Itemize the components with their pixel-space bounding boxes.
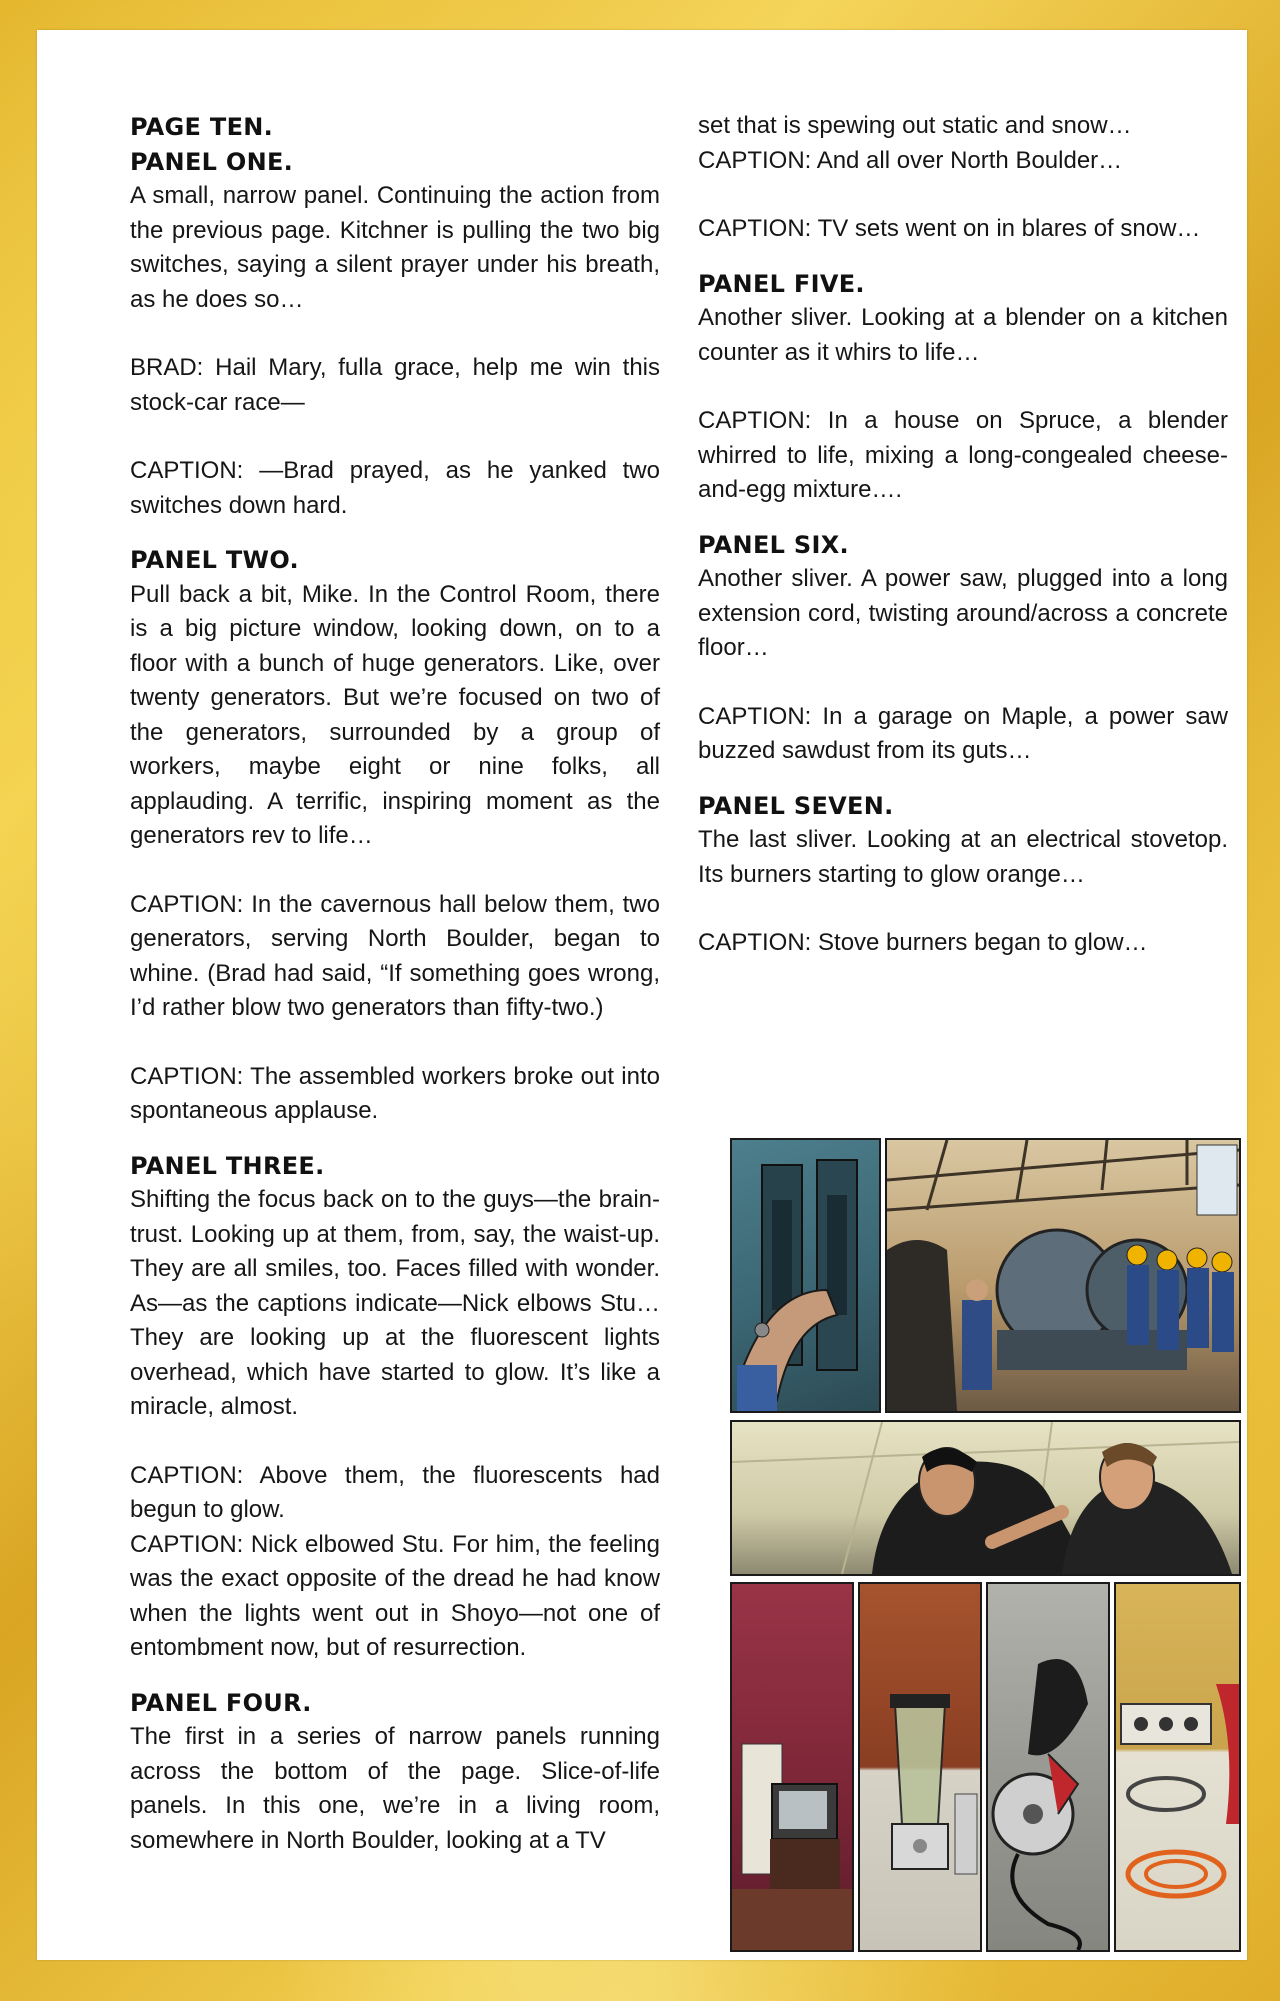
comic-panel-brain-trust bbox=[730, 1420, 1241, 1576]
script-paragraph: Shifting the focus back on to the guys—the brain-trust. Looking up at them, from, say, the waist-up. They are all smiles, too. Faces filled with wonder. As—as the captions indicate—Nick elbows Stu… They are looking up at the fluorescent lights overhead, which have started to glow. It’s like a miracle, almost. bbox=[130, 1186, 660, 1420]
script-paragraph: CAPTION: In a garage on Maple, a power saw buzzed sawdust from its guts… bbox=[698, 702, 1228, 764]
spacer bbox=[698, 370, 1228, 404]
script-page bbox=[37, 30, 1247, 1960]
script-paragraph: CAPTION: Stove burners began to glow… bbox=[698, 929, 1148, 956]
panel-heading: PAGE TEN. bbox=[130, 113, 274, 141]
spacer bbox=[698, 666, 1228, 700]
spacer bbox=[698, 769, 1228, 789]
comic-art-thumbnail bbox=[730, 1138, 1239, 1948]
spacer bbox=[698, 247, 1228, 267]
script-paragraph: The first in a series of narrow panels running across the bottom of the page. Slice-of-life panels. In this one, we’re in a living room, somewhere in North Boulder, looking at a TV bbox=[130, 1723, 660, 1854]
script-paragraph: BRAD: Hail Mary, fulla grace, help me win this stock-car race— bbox=[130, 354, 660, 416]
script-paragraph: set that is spewing out static and snow… bbox=[698, 112, 1132, 139]
panel-heading: PANEL SIX. bbox=[698, 530, 849, 559]
right-text-column bbox=[698, 109, 1228, 961]
comic-panel-power-saw bbox=[986, 1582, 1110, 1952]
script-paragraph: CAPTION: In the cavernous hall below them, two generators, serving North Boulder, began to whine. (Brad had said, “If something goes wrong, I’d rather blow two generators than fifty-two.) bbox=[130, 890, 660, 1021]
comic-panel-switches bbox=[730, 1138, 881, 1413]
script-paragraph: CAPTION: —Brad prayed, as he yanked two switches down hard. bbox=[130, 457, 660, 519]
script-paragraph: The last sliver. Looking at an electrical stovetop. Its burners starting to glow orange… bbox=[698, 826, 1228, 888]
panel-heading: PANEL SEVEN. bbox=[698, 791, 894, 820]
comic-panel-blender bbox=[858, 1582, 982, 1952]
spacer bbox=[130, 1026, 660, 1060]
script-paragraph: Pull back a bit, Mike. In the Control Room, there is a big picture window, looking down, on to a floor with a bunch of huge generators. Like, over twenty generators. But we’re focused on two of the generators, surrounded by a group of workers, maybe eight or nine folks, all applauding. A terrific, inspiring moment as the generators rev to life… bbox=[130, 580, 660, 849]
script-paragraph: CAPTION: In a house on Spruce, a blender whirred to life, mixing a long-congealed cheese-and-egg mixture…. bbox=[698, 407, 1228, 503]
panel-heading: PANEL FIVE. bbox=[698, 269, 865, 298]
spacer bbox=[130, 854, 660, 888]
spacer bbox=[698, 508, 1228, 528]
spacer bbox=[130, 1129, 660, 1149]
spacer bbox=[130, 317, 660, 351]
script-paragraph: CAPTION: And all over North Boulder… bbox=[698, 146, 1123, 174]
comic-panel-generators bbox=[885, 1138, 1241, 1413]
panel-heading: PANEL TWO. bbox=[130, 546, 299, 574]
panel-heading: PANEL THREE. bbox=[130, 1151, 325, 1180]
script-paragraph: CAPTION: Above them, the fluorescents had begun to glow. bbox=[130, 1461, 660, 1523]
script-paragraph: CAPTION: The assembled workers broke out into spontaneous applause. bbox=[130, 1062, 660, 1124]
spacer bbox=[698, 178, 1228, 212]
script-paragraph: Another sliver. Looking at a blender on a kitchen counter as it whirs to life… bbox=[698, 304, 1228, 366]
script-paragraph: CAPTION: Nick elbowed Stu. For him, the feeling was the exact opposite of the dread he had know when the lights went out in Shoyo—not one of entombment now, but of resurrection. bbox=[130, 1530, 660, 1661]
spacer bbox=[130, 1425, 660, 1459]
spacer bbox=[130, 420, 660, 454]
script-paragraph: CAPTION: TV sets went on in blares of snow… bbox=[698, 215, 1201, 242]
panel-heading: PANEL FOUR. bbox=[130, 1688, 312, 1717]
spacer bbox=[698, 892, 1228, 926]
comic-panel-tv-room bbox=[730, 1582, 854, 1952]
script-paragraph: Another sliver. A power saw, plugged into a long extension cord, twisting around/across a concrete floor… bbox=[698, 565, 1228, 661]
spacer bbox=[130, 1666, 660, 1686]
panel-heading: PANEL ONE. bbox=[130, 147, 294, 176]
spacer bbox=[130, 523, 660, 543]
script-paragraph: A small, narrow panel. Continuing the action from the previous page. Kitchner is pulling the two big switches, saying a silent prayer under his breath, as he does so… bbox=[130, 182, 660, 313]
left-text-column bbox=[130, 110, 660, 1858]
comic-panel-stove bbox=[1114, 1582, 1241, 1952]
